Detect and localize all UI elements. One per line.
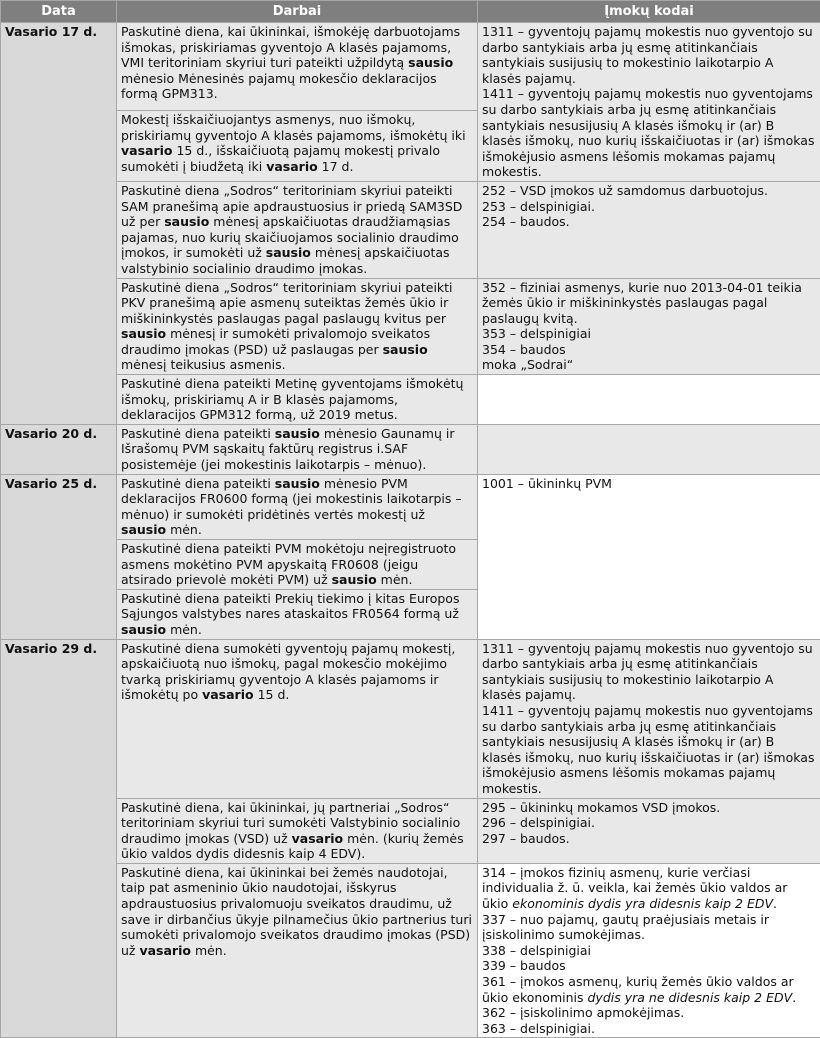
code-line: 337 – nuo pajamų, gautų praėjusiais metais ir įsiskolinimo sumokėjimas.: [482, 912, 816, 943]
code-line: 361 – įmokos asmenų, kurių žemės ūkio valdos ar ūkio ekonominis dydis yra ne didesnis kaip 2 EDV.: [482, 974, 816, 1005]
table-row: [1, 639, 820, 798]
codes-cell: [478, 863, 820, 1038]
code-line: 352 – fiziniai asmenys, kurie nuo 2013-04-01 teikia žemės ūkio ir miškininkystės paslaugas pagal paslaugų kvitą.: [482, 280, 816, 327]
code-line: 1311 – gyventojų pajamų mokestis nuo gyventojo su darbo santykiais arba jų esmę atitinkančiais santykiais susijusių to mokestinio laikotarpio A klasės pajamų.: [482, 641, 816, 703]
header-tasks: Darbai: [117, 1, 478, 23]
table-row: [1, 375, 820, 425]
code-line: 295 – ūkininkų mokamos VSD įmokos.: [482, 800, 816, 816]
code-line: 338 – delspinigiai: [482, 943, 816, 959]
code-line: 253 – delspinigiai.: [482, 199, 816, 215]
table-row: [1, 23, 820, 111]
codes-cell: [478, 639, 820, 798]
task-cell: Paskutinė diena pateikti sausio mėnesio Gaunamų ir Išrašomų PVM sąskaitų faktūrų registrus i.SAF posistemėje (jei mokestinis laikotarpis – mėnuo).: [117, 424, 478, 474]
code-line: 254 – baudos.: [482, 214, 816, 230]
task-cell: Paskutinė diena, kai ūkininkai, jų partneriai „Sodros“ teritoriniam skyriui turi sumokėti Valstybinio socialinio draudimo įmokas (VSD) už vasario mėn. (kurių žemės ūkio valdos dydis didesnis kaip 4 EDV).: [117, 798, 478, 863]
table-body: [1, 23, 820, 1038]
table-row: [1, 474, 820, 539]
task-cell: Paskutinė diena „Sodros“ teritoriniam skyriui pateikti SAM pranešimą apie apdraustuosius ir priedą SAM3SD už per sausio mėnesį apskaičiuotas draudžiamąsias pajamas, nuo kurių skaičiuojamos socialinio draudimo įmokos, ir sumokėti už sausio mėnesį apskaičiuotas valstybinio socialinio draudimo įmokas.: [117, 181, 478, 278]
table-row: [1, 798, 820, 863]
task-cell: Paskutinė diena, kai ūkininkai bei žemės naudotojai, taip pat asmeninio ūkio naudotojai, išskyrus apdraustuosius privalomuoju sveikatos draudimu, už save ir dirbančius ūkyje pilnamečius ūkio partnerius turi sumokėti privalomojo sveikatos draudimo įmokas (PSD) už vasario mėn.: [117, 863, 478, 1038]
table-row: [1, 863, 820, 1038]
task-cell: Paskutinė diena pateikti Metinę gyventojams išmokėtų išmokų, priskiriamų A ir B klasės pajamoms, deklaracijos GPM312 formą, už 2019 metus.: [117, 375, 478, 425]
task-cell: Mokestį išskaičiuojantys asmenys, nuo išmokų, priskiriamų gyventojo A klasės pajamoms, išmokėtų iki vasario 15 d., išskaičiuotą pajamų mokestį privalo sumokėti į biudžetą iki vasario 17 d.: [117, 110, 478, 181]
task-cell: Paskutinė diena sumokėti gyventojų pajamų mokestį, apskaičiuotą nuo išmokų, pagal mokesčio mokėjimo tvarką priskiriamų gyventojo A klasės pajamoms ir išmokėtų po vasario 15 d.: [117, 639, 478, 798]
table-row: [1, 424, 820, 474]
code-line: 363 – delspinigiai.: [482, 1021, 816, 1037]
codes-cell: [478, 278, 820, 375]
codes-cell: [478, 798, 820, 863]
codes-cell: [478, 181, 820, 278]
codes-cell: [478, 474, 820, 639]
code-line: 1411 – gyventojų pajamų mokestis nuo gyventojams su darbo santykiais arba jų esmę atitinkančiais santykiais nesusijusių A klasės išmokų ir (ar) B klasės išmokų, nuo kurių išskaičiuotas ir (ar) išmokas išmokėjusio asmens lėšomis mokamas pajamų mokestis.: [482, 86, 816, 180]
code-line: 1411 – gyventojų pajamų mokestis nuo gyventojams su darbo santykiais arba jų esmę atitinkančiais santykiais nesusijusių A klasės išmokų ir (ar) B klasės išmokų, nuo kurių išskaičiuotas ir (ar) išmokas išmokėjusio asmens lėšomis mokamas pajamų mokestis.: [482, 703, 816, 797]
task-cell: Paskutinė diena „Sodros“ teritoriniam skyriui pateikti PKV pranešimą apie asmenų suteiktas žemės ūkio ir miškininkystės paslaugas pagal paslaugų kvitus per sausio mėnesį ir sumokėti privalomojo sveikatos draudimo įmokas (PSD) už paslaugas per sausio mėnesį teikusius asmenis.: [117, 278, 478, 375]
codes-cell: [478, 375, 820, 425]
code-line: 1311 – gyventojų pajamų mokestis nuo gyventojo su darbo santykiais arba jų esmę atitinkančiais santykiais susijusių to mokestinio laikotarpio A klasės pajamų.: [482, 24, 816, 86]
code-line: 353 – delspinigiai: [482, 326, 816, 342]
date-cell: Vasario 29 d.: [1, 639, 117, 1038]
code-line: moka „Sodrai“: [482, 357, 816, 373]
table-row: [1, 181, 820, 278]
task-cell: Paskutinė diena pateikti sausio mėnesio PVM deklaracijos FR0600 formą (jei mokestinis laikotarpis – mėnuo) ir sumokėti pridėtinės vertės mokestį už sausio mėn.: [117, 474, 478, 539]
header-codes: Įmokų kodai: [478, 1, 820, 23]
date-cell: Vasario 17 d.: [1, 23, 117, 425]
header-date: Data: [1, 1, 117, 23]
header-row: [1, 1, 820, 23]
codes-cell: [478, 23, 820, 182]
code-line: 296 – delspinigiai.: [482, 815, 816, 831]
date-cell: Vasario 25 d.: [1, 474, 117, 639]
code-line: 1001 – ūkininkų PVM: [482, 476, 816, 492]
code-line: 362 – įsiskolinimo apmokėjimas.: [482, 1005, 816, 1021]
code-line: 252 – VSD įmokos už samdomus darbuotojus.: [482, 183, 816, 199]
codes-cell: [478, 424, 820, 474]
date-cell: Vasario 20 d.: [1, 424, 117, 474]
table-row: [1, 278, 820, 375]
code-line: 354 – baudos: [482, 342, 816, 358]
code-line: 339 – baudos: [482, 958, 816, 974]
task-cell: Paskutinė diena pateikti Prekių tiekimo į kitas Europos Sąjungos valstybes nares ataskaitos FR0564 formą už sausio mėn.: [117, 589, 478, 639]
task-cell: Paskutinė diena pateikti PVM mokėtoju neįregistruoto asmens mokėtino PVM apyskaitą FR0608 (jeigu atsirado prievolė mokėti PVM) už sausio mėn.: [117, 540, 478, 590]
code-line: 314 – įmokos fizinių asmenų, kurie verčiasi individualia ž. ū. veikla, kai žemės ūkio valdos ar ūkio ekonominis dydis yra didesnis kaip 2 EDV.: [482, 865, 816, 912]
code-line: 297 – baudos.: [482, 831, 816, 847]
task-cell: Paskutinė diena, kai ūkininkai, išmokėję darbuotojams išmokas, priskiriamas gyventojo A klasės pajamoms, VMI teritoriniam skyriui turi pateikti užpildytą sausio mėnesio Mėnesinės pajamų mokesčio deklaracijos formą GPM313.: [117, 23, 478, 111]
